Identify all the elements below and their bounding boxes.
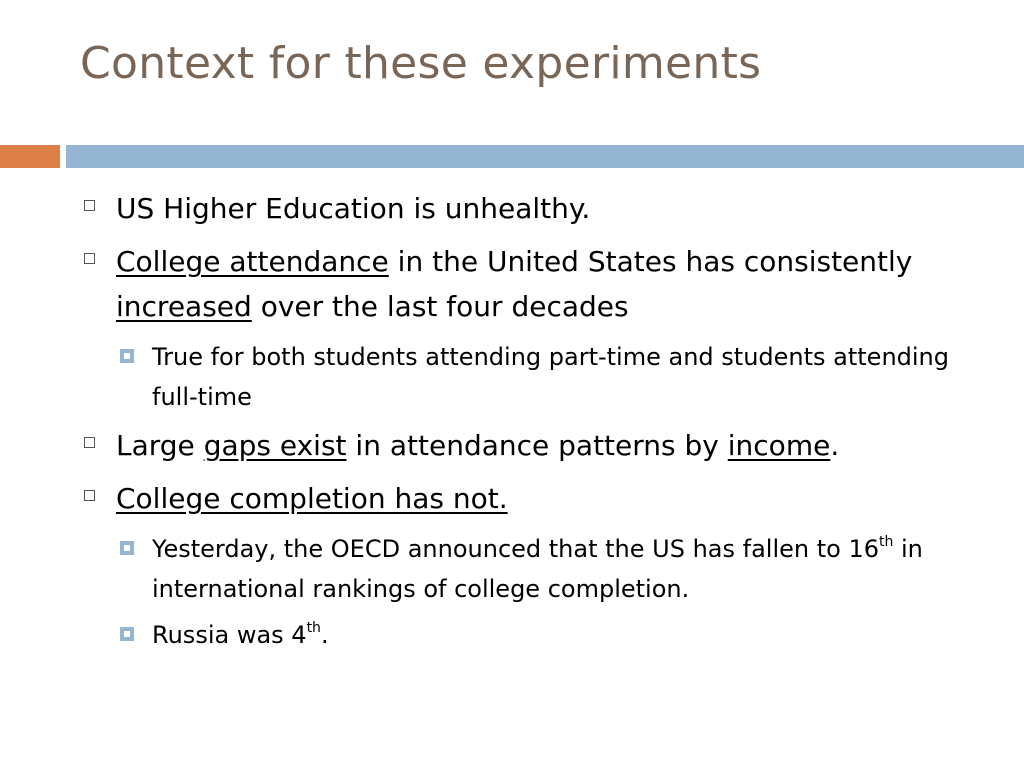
bullet-text: . [830,429,840,462]
superscript: th [306,620,321,636]
sub-bullet-text: Russia was 4 [152,621,307,649]
bullet-text: in the United States has consistently [388,245,913,278]
bullet-text: in attendance patterns by [346,429,728,462]
sub-bullet-text: . [320,621,329,649]
bullet-text: Large [116,429,204,462]
sub-bullet-item [118,529,982,609]
filled-square-bullet-icon [120,349,134,363]
sub-bullet-text: in international rankings of college completion. [152,535,923,603]
underlined-text: College attendance [116,245,389,278]
sub-bullet-item [118,615,982,655]
underlined-text: increased [116,290,252,323]
hollow-square-bullet-icon [84,437,95,448]
hollow-square-bullet-icon [84,253,95,264]
sub-bullet-text: True for both students attending part-time and students attending full-time [152,343,950,411]
underlined-text: gaps exist [203,429,347,462]
superscript: th [878,534,894,550]
filled-square-bullet-icon [120,541,134,555]
accent-bar-blue [66,145,1024,168]
bullet-list [82,186,982,661]
bullet-item [82,423,982,468]
bullet-item [82,476,982,521]
underlined-text: income [727,429,831,462]
bullet-item [82,239,982,329]
underlined-text: College completion has not. [116,482,508,515]
hollow-square-bullet-icon [84,490,95,501]
filled-square-bullet-icon [120,627,134,641]
accent-bar-orange [0,145,60,168]
sub-bullet-item [118,337,982,417]
sub-bullet-text: Yesterday, the OECD announced that the US has fallen to 16 [152,535,879,563]
bullet-item [82,186,982,231]
bullet-text: over the last four decades [251,290,629,323]
slide-title: Context for these experiments [80,38,762,89]
bullet-text: US Higher Education is unhealthy. [116,192,591,225]
hollow-square-bullet-icon [84,200,95,211]
